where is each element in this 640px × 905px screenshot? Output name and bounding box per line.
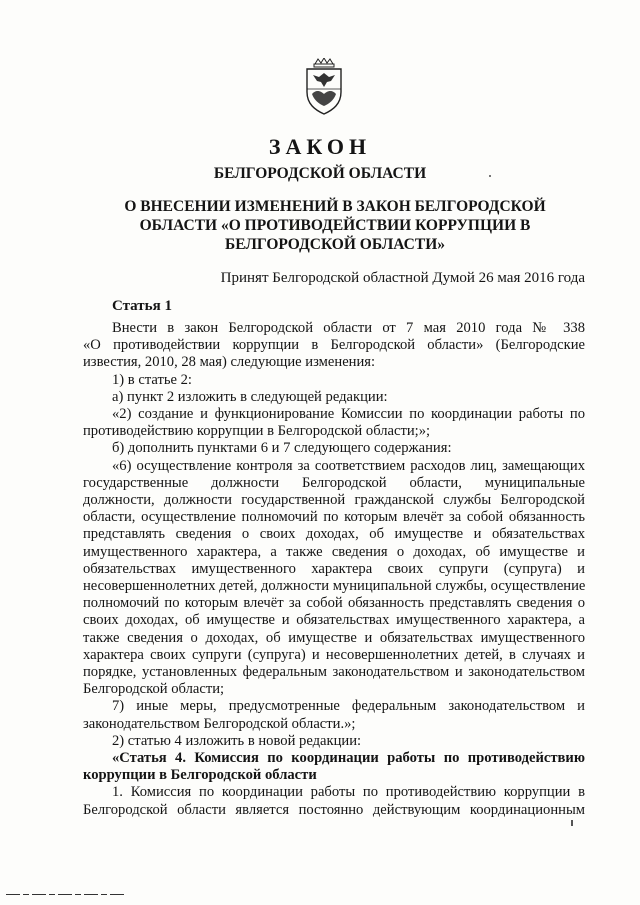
text-line: 7) иные меры, предусмотренные федеральным законодательством и [112,698,585,715]
text-line: Внести в закон Белгородской области от 7 мая 2010 года № 338 [112,320,585,336]
text-line: Белгородской области является постоянно действующим координационным [83,801,585,818]
article-1-heading: Статья 1 [112,298,172,314]
text-line: законодательством Белгородской области.»; [83,715,356,732]
text-line: а) пункт 2 изложить в следующей редакции: [112,388,388,405]
subject-line: БЕЛГОРОДСКОЙ ОБЛАСТИ» [224,236,446,253]
text-line: представлять сведения о своих доходах, об имуществе и обязательствах [83,526,585,543]
article-4-heading-line: «Статья 4. Комиссия по координации работы по противодействию [112,750,585,767]
text-line: полномочий по которым влечёт за собой обязанность представлять сведения о [83,595,585,612]
text-line: противодействию коррупции в Белгородской области;»; [83,423,431,440]
text-line: 1. Комиссия по координации работы по противодействию коррупции в [112,784,585,801]
text-line: имущественного характера, а также сведения о доходах, об имуществе и [83,543,585,560]
text-line: государственные должности Белгородской области, муниципальные [83,474,585,491]
text-line: известия, 2010, 28 мая) следующие изменения: [83,354,376,371]
document-type-title: ЗАКОН [268,134,372,159]
text-line: Белгородской области; [83,681,225,698]
text-line: обязательствах имущественного характера своих супруги (супруга) и [83,560,585,577]
text-line: б) дополнить пунктами 6 и 7 следующего содержания: [112,440,452,457]
text-line: своих доходах, об имуществе и обязательствах имущественного характера, а [83,612,585,629]
scan-artifact-divider [6,893,126,896]
text-line: должности, должности государственной гражданской службы Белгородской [83,492,585,509]
text-line: порядке, установленных федеральным законодательством и законодательством [83,664,585,681]
text-line: «О противодействии коррупции в Белгородской области» (Белгородские [83,337,585,354]
subject-line: О ВНЕСЕНИИ ИЗМЕНЕНИЙ В ЗАКОН БЕЛГОРОДСКОЙ [124,198,546,215]
scan-artifact-dot [489,175,491,177]
coat-of-arms-icon [299,58,349,116]
text-line: несовершеннолетних детей, должности муниципальной службы, осуществление [83,578,586,595]
law-subject-title [110,197,560,254]
text-line: 1) в статье 2: [112,371,192,388]
article-4-heading-line: коррупции в Белгородской области [83,767,317,784]
region-title: БЕЛГОРОДСКОЙ ОБЛАСТИ [213,165,427,182]
scan-artifact-mark [571,820,573,826]
adoption-date-line: Принят Белгородской областной Думой 26 мая 2016 года [220,270,585,286]
subject-line: ОБЛАСТИ «О ПРОТИВОДЕЙСТВИИ КОРРУПЦИИ В [139,217,531,234]
text-line: области, осуществление полномочий по которым влечёт за собой обязанность [83,509,585,526]
text-line: «6) осуществление контроля за соответствием расходов лиц, замещающих [112,457,585,474]
text-line: также сведения о доходах, об имуществе и обязательствах имущественного [83,629,585,646]
text-line: характера своих супруги (супруга) и несовершеннолетних детей, в случаях и [83,646,585,663]
text-line: 2) статью 4 изложить в новой редакции: [112,732,362,749]
text-line: «2) создание и функционирование Комиссии по координации работы по [112,406,585,423]
article-1-body [83,320,585,819]
